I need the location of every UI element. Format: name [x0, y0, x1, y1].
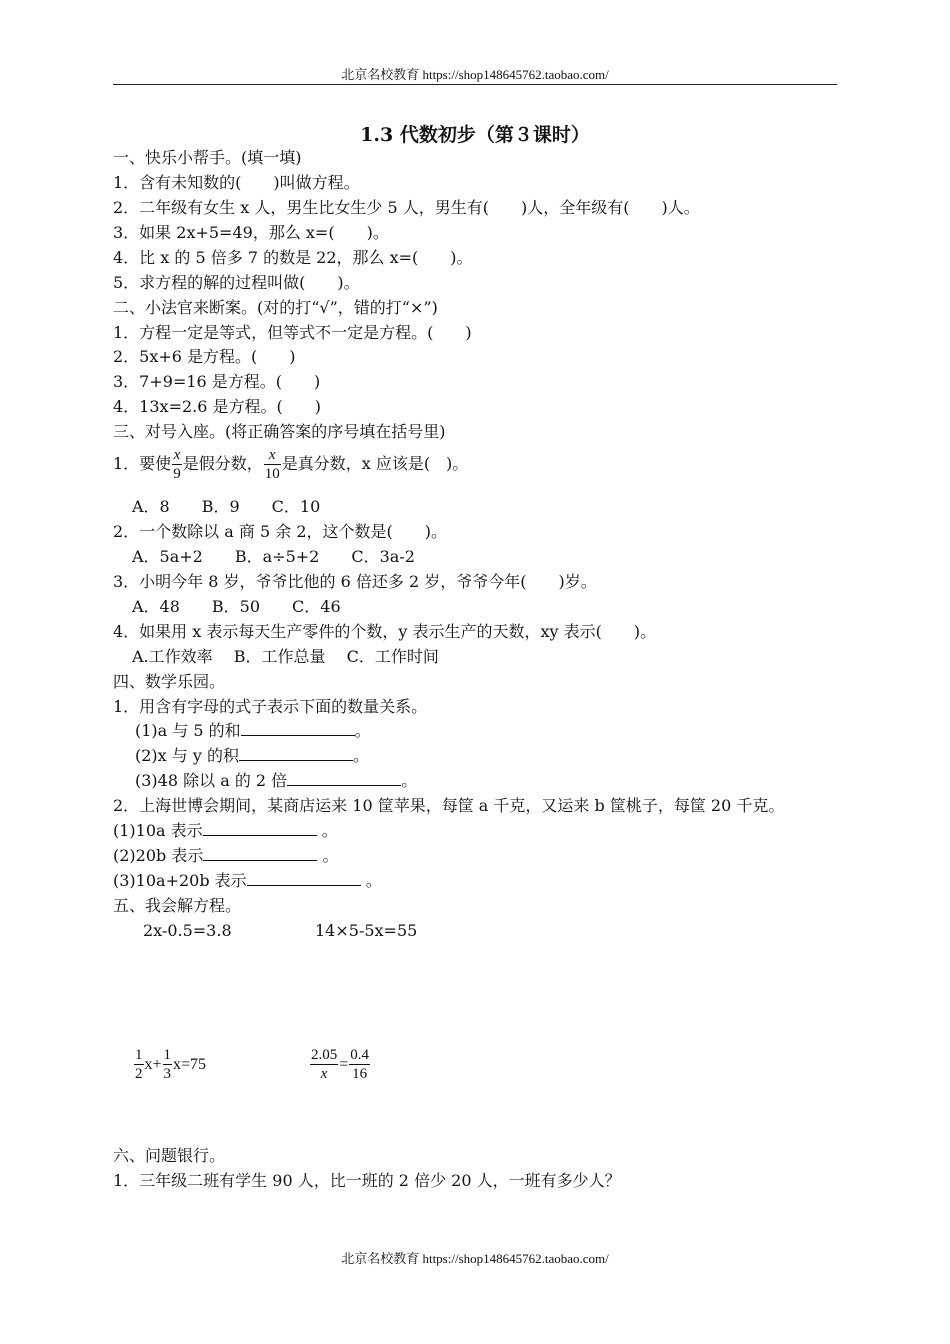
s1-question-3: 3．如果 2x+5=49，那么 x=( )。	[113, 223, 389, 242]
period: 。	[354, 721, 371, 740]
s4-question-2a	[113, 820, 338, 842]
fraction-denominator: 16	[352, 1066, 368, 1082]
fraction-denominator: 3	[163, 1066, 172, 1082]
header-rule	[113, 84, 837, 85]
fraction-numerator: x	[264, 446, 281, 465]
fraction-numerator: 0.4	[350, 1047, 370, 1063]
answer-blank[interactable]	[247, 870, 361, 886]
s3-question-2-options: A．5a+2 B．a÷5+2 C．3a-2	[132, 547, 415, 566]
equation-3	[133, 1046, 206, 1083]
section-2-heading: 二、小法官来断案。(对的打“√”，错的打“×”)	[113, 298, 438, 317]
fraction-denominator: x	[320, 1066, 328, 1082]
s2-question-2: 2．5x+6 是方程。( )	[113, 347, 296, 366]
fraction-numerator: 2.05	[311, 1047, 338, 1063]
s1-question-1: 1．含有未知数的( )叫做方程。	[113, 173, 360, 192]
fraction-numerator: x	[173, 447, 181, 463]
s1-question-2: 2．二年级有女生 x 人，男生比女生少 5 人，男生有( )人，全年级有( )人。	[113, 198, 700, 217]
s3-question-4: 4．如果用 x 表示每天生产零件的个数，y 表示生产的天数，xy 表示( )。	[113, 622, 657, 641]
section-5-heading: 五、我会解方程。	[113, 896, 242, 915]
fraction-0-4-over-16	[349, 1046, 370, 1083]
s4-question-2c	[113, 870, 382, 892]
fraction-one-third	[163, 1046, 173, 1083]
s4-question-1c	[135, 770, 417, 792]
section-4-heading: 四、数学乐园。	[113, 672, 226, 691]
period: 。	[316, 821, 338, 840]
s3-question-4-options: A.工作效率 B．工作总量 C．工作时间	[132, 647, 439, 666]
fraction-denominator: 9	[173, 466, 181, 482]
answer-blank[interactable]	[287, 770, 401, 786]
section-1-heading: 一、快乐小帮手。(填一填)	[113, 148, 302, 167]
s4q1b-text: (2)x 与 y 的积	[135, 746, 239, 765]
s4q2a-text: (1)10a 表示	[113, 821, 203, 840]
equals-sign: =	[339, 1055, 349, 1073]
fraction-2-05-over-x	[310, 1046, 338, 1083]
section-6-heading: 六、问题银行。	[113, 1146, 226, 1165]
equation-4	[309, 1046, 371, 1083]
s3-question-3: 3．小明今年 8 岁，爷爷比他的 6 倍还多 2 岁，爷爷今年( )岁。	[113, 572, 597, 591]
fraction-denominator: 2	[135, 1066, 143, 1082]
period: 。	[360, 871, 382, 890]
answer-blank[interactable]	[239, 745, 353, 761]
s4-question-2: 2．上海世博会期间，某商店运来 10 筐苹果，每筐 a 千克，又运来 b 筐桃子，每筐 20 千克。	[113, 796, 785, 815]
s1-question-4: 4．比 x 的 5 倍多 7 的数是 22，那么 x=( )。	[113, 248, 473, 267]
answer-blank[interactable]	[241, 720, 355, 736]
fraction-denominator: 10	[264, 466, 280, 482]
s4q2b-text: (2)20b 表示	[113, 846, 204, 865]
s3q1-suffix: 是真分数，x 应该是( )。	[281, 454, 469, 473]
equation-2: 14×5-5x=55	[315, 921, 418, 940]
eq3-middle: x+	[144, 1055, 162, 1073]
fraction-numerator: 1	[163, 1047, 172, 1063]
s3q1-middle: 是假分数，	[182, 454, 263, 473]
s4-question-1a	[135, 720, 371, 742]
worksheet-title: 1.3 代数初步（第３课时）	[360, 124, 590, 146]
s4-question-1: 1．用含有字母的式子表示下面的数量关系。	[113, 697, 428, 716]
s3-question-2: 2．一个数除以 a 商 5 余 2，这个数是( )。	[113, 522, 447, 541]
answer-blank[interactable]	[203, 845, 317, 861]
s1-question-5: 5．求方程的解的过程叫做( )。	[113, 273, 360, 292]
eq3-suffix: x=75	[173, 1055, 207, 1073]
s4-question-1b	[135, 745, 369, 767]
s2-question-1: 1．方程一定是等式，但等式不一定是方程。( )	[113, 323, 472, 342]
answer-blank[interactable]	[203, 820, 317, 836]
section-3-heading: 三、对号入座。(将正确答案的序号填在括号里)	[113, 422, 446, 441]
s3-question-3-options: A．48 B．50 C．46	[132, 597, 341, 616]
s2-question-4: 4．13x=2.6 是方程。( )	[113, 397, 321, 416]
s6-question-1: 1．三年级二班有学生 90 人，比一班的 2 倍少 20 人，一班有多少人？	[113, 1171, 621, 1190]
fraction-numerator: 1	[135, 1047, 143, 1063]
period: 。	[317, 846, 339, 865]
s4-question-2b	[113, 845, 338, 867]
s3-question-1	[113, 446, 468, 483]
s3-question-1-options: A．8 B．9 C．10	[132, 497, 321, 516]
page-footer: 北京名校教育 https://shop148645762.taobao.com/	[341, 1251, 609, 1266]
page-header: 北京名校教育 https://shop148645762.taobao.com/	[341, 67, 609, 82]
period: 。	[401, 771, 418, 790]
fraction-x-over-10	[264, 446, 281, 483]
s4q1a-text: (1)a 与 5 的和	[135, 721, 241, 740]
s4q1c-text: (3)48 除以 a 的 2 倍	[135, 771, 288, 790]
fraction-x-over-9	[172, 446, 182, 483]
equation-1: 2x-0.5=3.8	[143, 921, 232, 940]
s3q1-prefix: 1．要使	[113, 454, 172, 473]
s4q2c-text: (3)10a+20b 表示	[113, 871, 247, 890]
period: 。	[353, 746, 370, 765]
fraction-one-half	[134, 1046, 144, 1083]
s2-question-3: 3．7+9=16 是方程。( )	[113, 372, 321, 391]
